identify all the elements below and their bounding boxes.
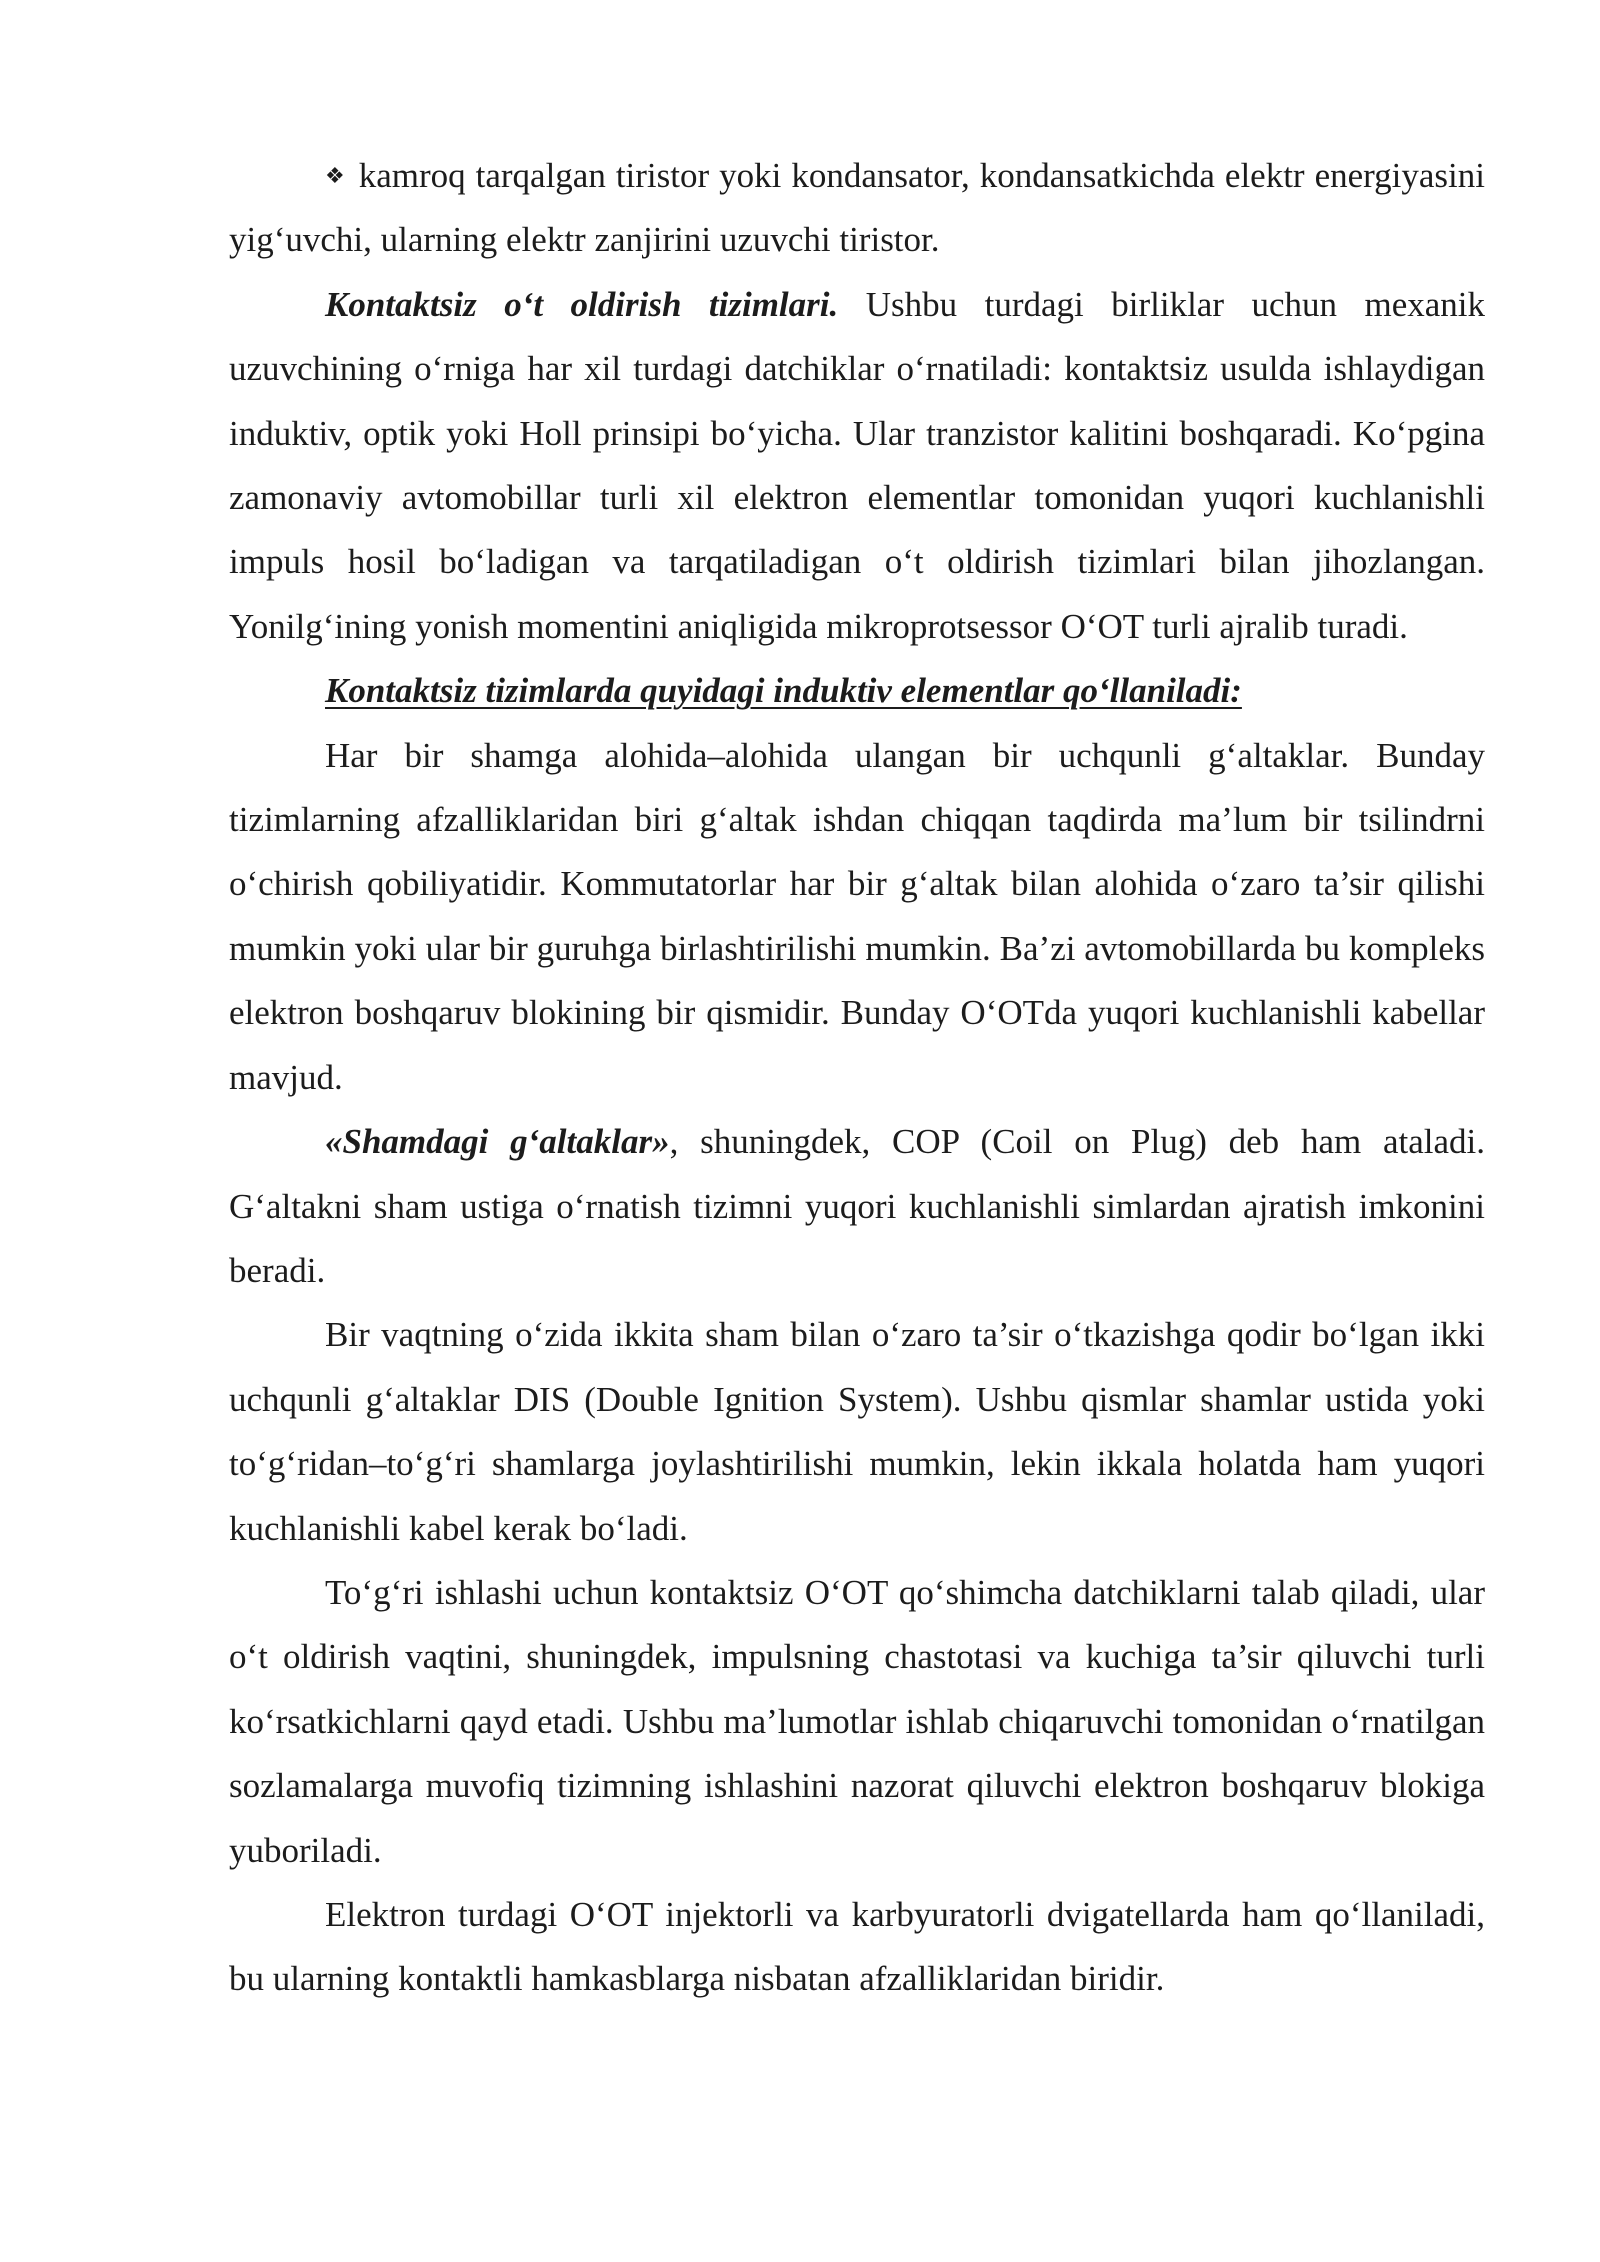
diamond-bullet-icon: ❖ bbox=[325, 163, 345, 188]
paragraph-sensors: To‘g‘ri ishlashi uchun kontaktsiz O‘OT qo‘shimcha datchiklarni talab qiladi, ular o‘t oldirish vaqtini, shuningdek, impulsning chastotasi va kuchiga ta’sir qiluvchi turli ko‘rsatkichlarni qayd etadi. Ushbu ma’lumotlar ishlab chiqaruvchi tomonidan o‘rnatilgan sozlamalarga muvofiq tizimning ishlashini nazorat qiluvchi elektron boshqaruv blokiga yuboriladi. bbox=[229, 1572, 1485, 1870]
bullet-paragraph bbox=[229, 144, 1485, 273]
bullet-text: kamroq tarqalgan tiristor yoki kondansator, kondansatkichda elektr energiyasini yig‘uvchi, ularning elektr zanjirini uzuvchi tiristor. bbox=[229, 156, 1485, 260]
document-page bbox=[229, 144, 1485, 2012]
paragraph-text: , shuningdek, COP (Coil on Plug) deb ham ataladi. G‘altakni sham ustiga o‘rnatish tizimni yuqori kuchlanishli simlardan ajratish imkonini beradi. bbox=[229, 1122, 1485, 1290]
paragraph-text: Ushbu turdagi birliklar uchun mexanik uzuvchining o‘rniga har xil turdagi datchiklar o‘rnatiladi: kontaktsiz usulda ishlaydigan induktiv, optik yoki Holl prinsipi bo‘yicha. Ular tranzistor kalitini boshqaradi. Ko‘pgina zamonaviy avtomobillar turli xil elektron elementlar tomonidan yuqori kuchlanishli impuls hosil bo‘ladigan va tarqatiladigan o‘t oldirish tizimlari bilan jihozlangan. Yonilg‘ining yonish momentini aniqligida mikroprotsessor O‘OT turli ajralib turadi. bbox=[229, 284, 1485, 646]
paragraph-single-spark-coils: Har bir shamga alohida–alohida ulangan bir uchqunli g‘altaklar. Bunday tizimlarning afzalliklaridan biri g‘altak ishdan chiqqan taqdirda ma’lum bir tsilindrni o‘chirish qobiliyatidir. Kommutatorlar har bir g‘altak bilan alohida o‘zaro ta’sir qilishi mumkin yoki ular bir guruhga birlashtirilishi mumkin. Ba’zi avtomobillarda bu kompleks elektron boshqaruv blokining bir qismidir. Bunday O‘OTda yuqori kuchlanishli kabellar mavjud. bbox=[229, 735, 1485, 1097]
subheading-text: Kontaktsiz tizimlarda quyidagi induktiv elementlar qo‘llaniladi: bbox=[325, 671, 1242, 711]
paragraph-coil-on-plug bbox=[229, 1110, 1485, 1303]
paragraph-electronic-ignition: Elektron turdagi O‘OT injektorli va karbyuratorli dvigatellarda ham qo‘llaniladi, bu ularning kontaktli hamkasblarga nisbatan afzalliklaridan biridir. bbox=[229, 1894, 1485, 1999]
term-coil-on-plug: «Shamdagi g‘altaklar» bbox=[325, 1122, 670, 1162]
subheading-inductive-elements bbox=[229, 659, 1485, 723]
paragraph-double-ignition: Bir vaqtning o‘zida ikkita sham bilan o‘zaro ta’sir o‘tkazishga qodir bo‘lgan ikki uchqunli g‘altaklar DIS (Double Ignition System). Ushbu qismlar shamlar ustida yoki to‘g‘ridan–to‘g‘ri shamlarga joylashtirilishi mumkin, lekin ikkala holatda ham yuqori kuchlanishli kabel kerak bo‘ladi. bbox=[229, 1315, 1485, 1548]
paragraph-contactless-systems bbox=[229, 273, 1485, 659]
section-title-contactless: Kontaktsiz o‘t oldirish tizimlari. bbox=[325, 284, 839, 324]
